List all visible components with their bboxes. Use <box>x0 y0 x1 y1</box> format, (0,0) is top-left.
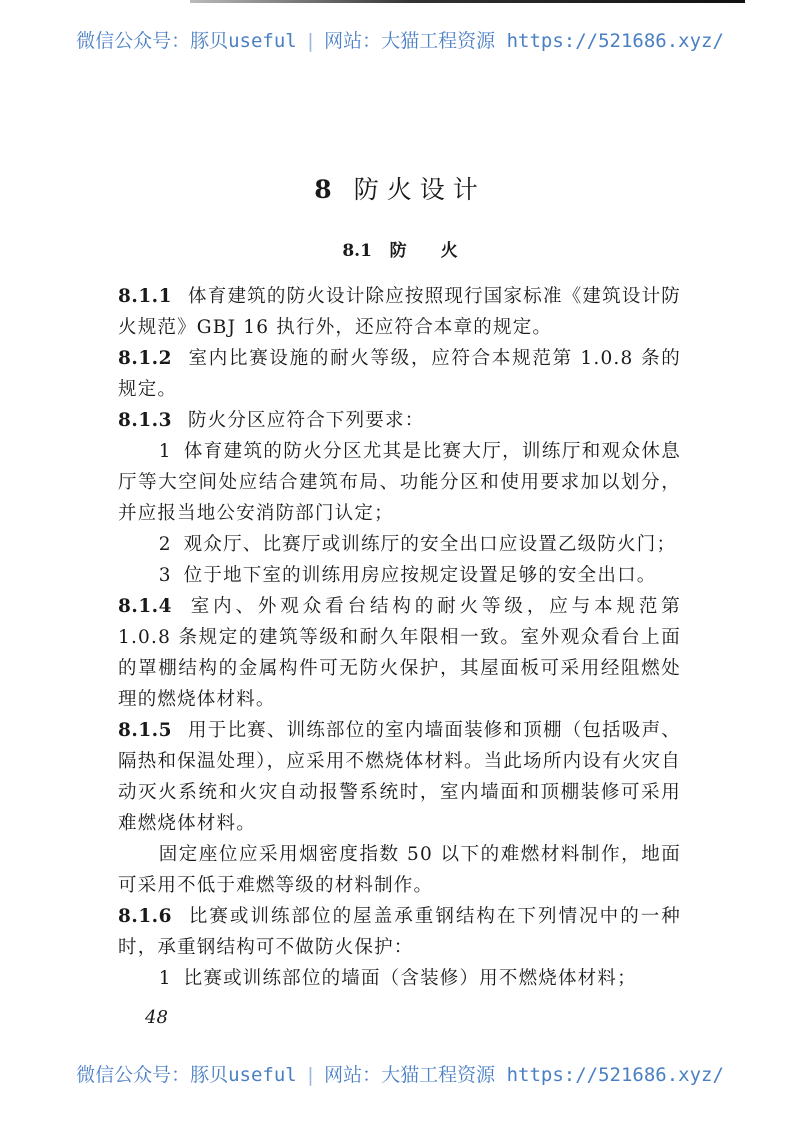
clause-number: 8.1.6 <box>118 906 172 927</box>
watermark-bottom <box>0 1060 800 1087</box>
clause-8-1-1 <box>118 281 681 343</box>
item-number: 2 <box>158 534 172 555</box>
item-text: 体育建筑的防火分区尤其是比赛大厅，训练厅和观众休息厅等大空间处应结合建筑布局、功能分区和使用要求加以划分，并应报当地公安消防部门认定； <box>118 441 681 524</box>
watermark-separator: | <box>304 30 317 52</box>
top-border-rule <box>190 0 745 3</box>
section-number: 8.1 <box>342 241 372 261</box>
list-item <box>118 436 681 529</box>
list-item <box>118 529 681 560</box>
paragraph-text: 固定座位应采用烟密度指数 50 以下的难燃材料制作，地面可采用不低于难燃等级的材料制作。 <box>118 844 681 896</box>
section-title <box>0 236 800 261</box>
clause-number: 8.1.2 <box>118 348 172 369</box>
section-heading-part1: 防 <box>389 241 407 261</box>
clause-number: 8.1.1 <box>118 286 172 307</box>
clause-text: 比赛或训练部位的屋盖承重钢结构在下列情况中的一种时，承重钢结构可不做防火保护： <box>118 906 681 958</box>
clause-text: 防火分区应符合下列要求： <box>188 410 425 431</box>
continuation-paragraph <box>118 839 681 901</box>
clause-text: 体育建筑的防火设计除应按照现行国家标准《建筑设计防火规范》GBJ 16 执行外，还应符合本章的规定。 <box>118 286 681 338</box>
list-item <box>118 963 681 994</box>
clause-text: 用于比赛、训练部位的室内墙面装修和顶棚（包括吸声、隔热和保温处理），应采用不燃烧体材料。当此场所内设有火灾自动灭火系统和火灾自动报警系统时，室内墙面和顶棚装修可采用难燃烧体材料。 <box>118 720 681 834</box>
clause-8-1-5 <box>118 715 681 839</box>
watermark-wechat: 微信公众号：豚贝useful <box>76 30 297 52</box>
chapter-heading: 防火设计 <box>353 175 486 204</box>
item-number: 3 <box>158 565 172 586</box>
list-item <box>118 560 681 591</box>
clause-number: 8.1.5 <box>118 720 172 741</box>
body-text <box>118 281 681 994</box>
watermark-separator: | <box>304 1064 317 1086</box>
watermark-top <box>0 26 800 53</box>
chapter-title <box>0 170 800 206</box>
clause-8-1-2 <box>118 343 681 405</box>
item-number: 1 <box>158 441 172 462</box>
item-text: 观众厅、比赛厅或训练厅的安全出口应设置乙级防火门； <box>183 534 677 555</box>
chapter-number: 8 <box>314 175 340 204</box>
clause-text: 室内、外观众看台结构的耐火等级，应与本规范第 1.0.8 条规定的建筑等级和耐久年限相一致。室外观众看台上面的罩棚结构的金属构件可无防火保护，其屋面板可采用经阻燃处理的燃烧体材料。 <box>118 596 681 710</box>
watermark-wechat: 微信公众号：豚贝useful <box>76 1064 297 1086</box>
watermark-website: 网站：大猫工程资源 https://521686.xyz/ <box>324 1064 724 1086</box>
page-number: 48 <box>145 1007 168 1028</box>
clause-8-1-3 <box>118 405 681 436</box>
clause-text: 室内比赛设施的耐火等级，应符合本规范第 1.0.8 条的规定。 <box>118 348 681 400</box>
clause-number: 8.1.4 <box>118 596 172 617</box>
clause-8-1-4 <box>118 591 681 715</box>
watermark-website: 网站：大猫工程资源 https://521686.xyz/ <box>324 30 724 52</box>
section-heading-part2: 火 <box>440 241 458 261</box>
item-text: 比赛或训练部位的墙面（含装修）用不燃烧体材料； <box>183 968 637 989</box>
clause-8-1-6 <box>118 901 681 963</box>
item-number: 1 <box>158 968 172 989</box>
item-text: 位于地下室的训练用房应按规定设置足够的安全出口。 <box>183 565 657 586</box>
clause-number: 8.1.3 <box>118 410 172 431</box>
